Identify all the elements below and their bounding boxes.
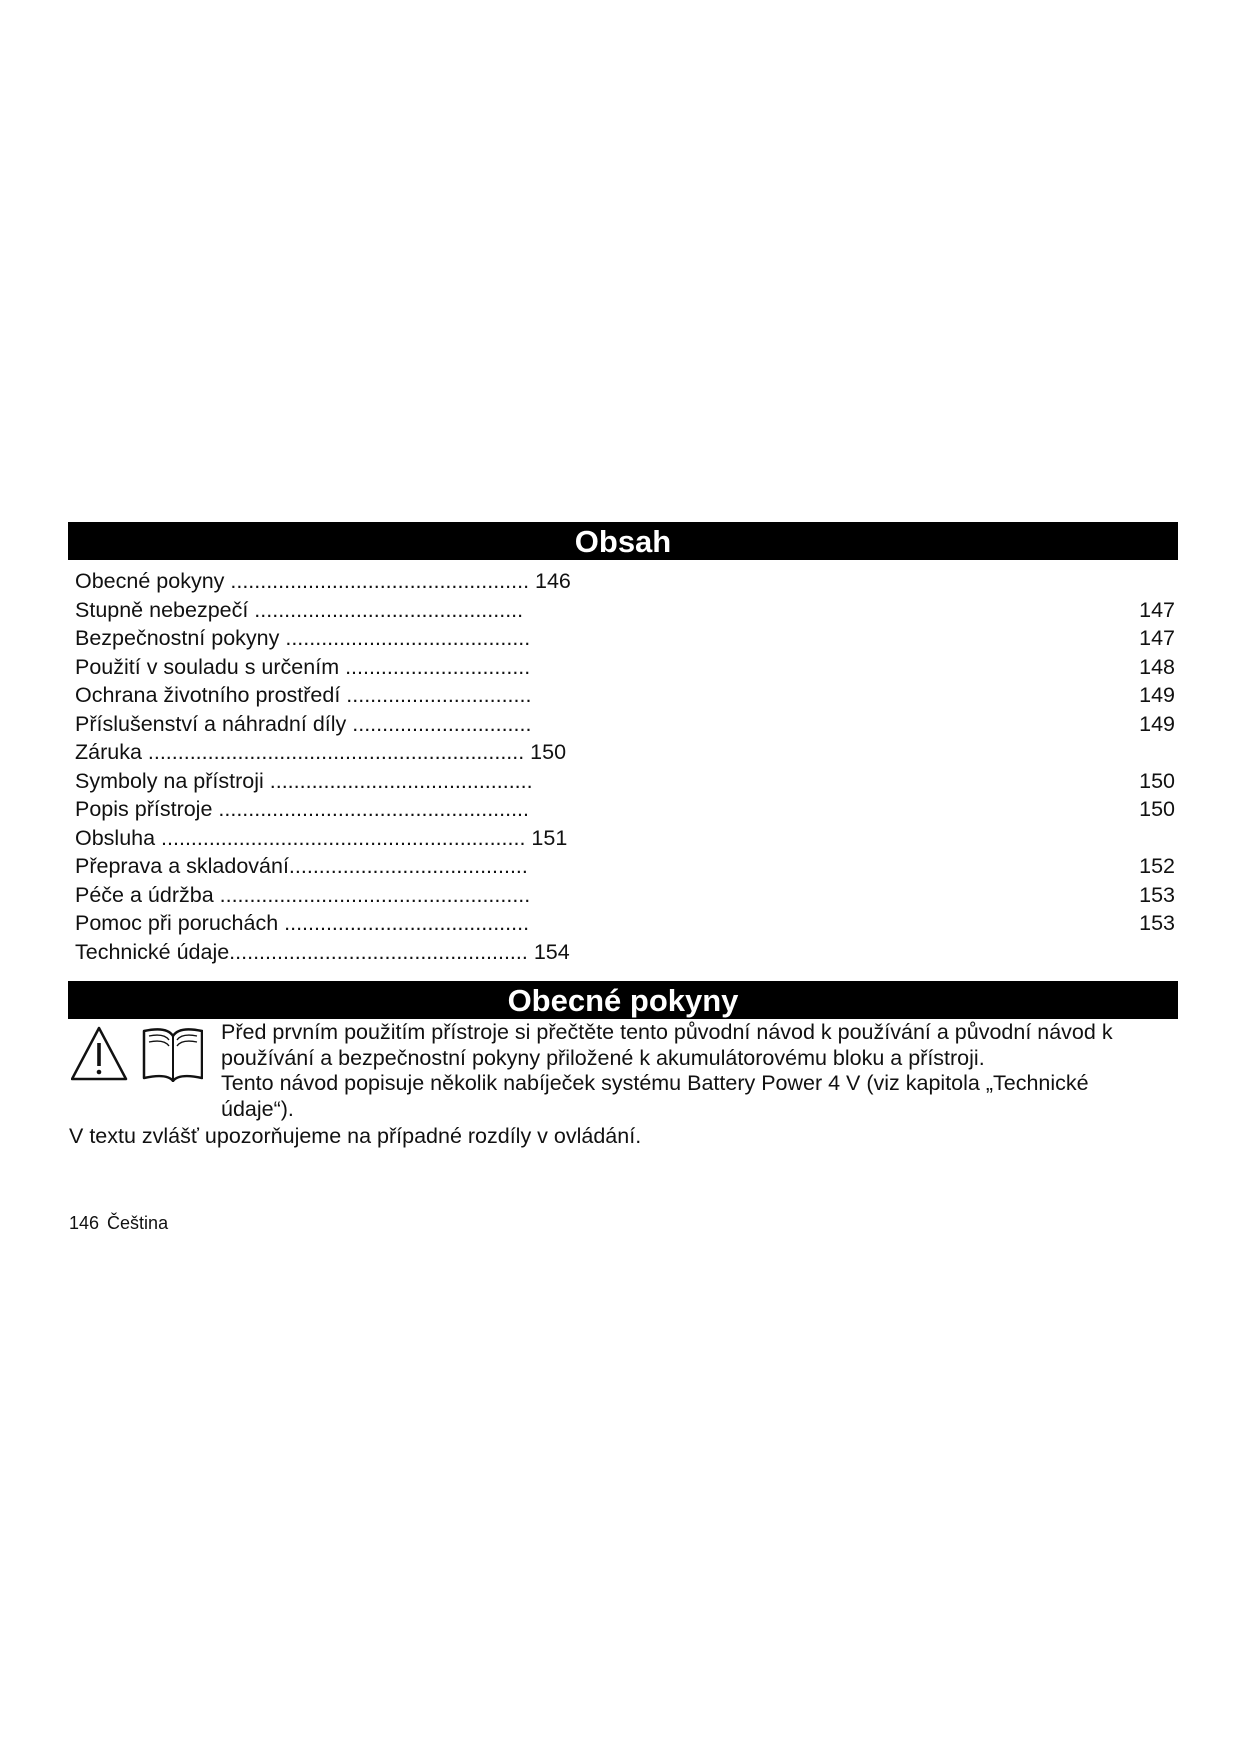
toc-heading: Obsah xyxy=(68,522,1178,560)
toc-entry[interactable] xyxy=(75,681,1175,710)
toc-entry-page: 147 xyxy=(1139,597,1175,622)
intro-line: Před prvním použitím přístroje si přečtěte tento původní návod k používání a původní návod k xyxy=(221,1020,1113,1044)
manual-book-icon xyxy=(144,1029,202,1081)
toc-entry[interactable] xyxy=(75,596,1175,625)
toc-entry-text: Záruka ............................................................... 150 xyxy=(75,740,567,764)
language-label: Čeština xyxy=(107,1213,169,1233)
toc-entry-text: Symboly na přístroji ............................................ xyxy=(75,768,533,793)
toc-entry-page: 152 xyxy=(1139,854,1175,878)
page-number: 146 xyxy=(69,1213,100,1233)
intro-line: údaje“). xyxy=(221,1096,294,1121)
toc-entry-text: Technické údaje.................................................. 154 xyxy=(75,939,570,964)
table-of-contents xyxy=(75,567,1175,966)
intro-paragraph xyxy=(221,1020,1151,1122)
toc-entry-page: 153 xyxy=(1139,911,1175,935)
toc-entry[interactable] xyxy=(75,738,1175,767)
toc-entry[interactable] xyxy=(75,852,1175,881)
toc-entry[interactable] xyxy=(75,653,1175,682)
safety-icons xyxy=(71,1026,203,1082)
differences-note: V textu zvlášť upozorňujeme na případné rozdíly v ovládání. xyxy=(69,1124,642,1148)
intro-line: Tento návod popisuje několik nabíječek systému Battery Power 4 V (viz kapitola „Technické xyxy=(221,1071,1089,1095)
toc-entry-page: 148 xyxy=(1139,654,1175,679)
toc-entry-page: 153 xyxy=(1139,882,1175,907)
toc-entry-page: 150 xyxy=(1139,797,1175,821)
section-heading: Obecné pokyny xyxy=(68,981,1178,1019)
toc-entry-text: Popis přístroje .................................................... xyxy=(75,797,530,821)
toc-entry[interactable] xyxy=(75,767,1175,796)
toc-entry-text: Přeprava a skladování........................................ xyxy=(75,854,528,878)
toc-entry-page: 150 xyxy=(1139,768,1175,793)
toc-entry-text: Příslušenství a náhradní díly .............................. xyxy=(75,711,532,736)
toc-entry[interactable] xyxy=(75,881,1175,910)
intro-line: používání a bezpečnostní pokyny přiložené k akumulátorovému bloku a přístroji. xyxy=(221,1045,985,1070)
toc-entry-text: Obecné pokyny .................................................. 146 xyxy=(75,569,571,593)
toc-entry[interactable] xyxy=(75,710,1175,739)
toc-entry[interactable] xyxy=(75,624,1175,653)
toc-entry[interactable] xyxy=(75,938,1175,967)
toc-entry-text: Ochrana životního prostředí ............................... xyxy=(75,683,532,707)
toc-entry-text: Použití v souladu s určením ............................... xyxy=(75,654,531,679)
toc-entry-text: Bezpečnostní pokyny ......................................... xyxy=(75,626,531,650)
toc-entry-text: Obsluha ............................................................. 151 xyxy=(75,825,568,850)
toc-entry-text: Péče a údržba .................................................... xyxy=(75,882,531,907)
toc-entry[interactable] xyxy=(75,795,1175,824)
toc-entry-page: 149 xyxy=(1139,683,1175,707)
toc-entry-text: Pomoc při poruchách ......................................... xyxy=(75,911,530,935)
toc-entry[interactable] xyxy=(75,909,1175,938)
toc-entry[interactable] xyxy=(75,824,1175,853)
toc-entry-text: Stupně nebezpečí ............................................. xyxy=(75,597,524,622)
toc-entry-page: 149 xyxy=(1139,711,1175,736)
toc-entry[interactable] xyxy=(75,567,1175,596)
warning-triangle-icon xyxy=(72,1028,126,1079)
toc-entry-page: 147 xyxy=(1139,626,1175,650)
page-footer xyxy=(69,1213,168,1234)
